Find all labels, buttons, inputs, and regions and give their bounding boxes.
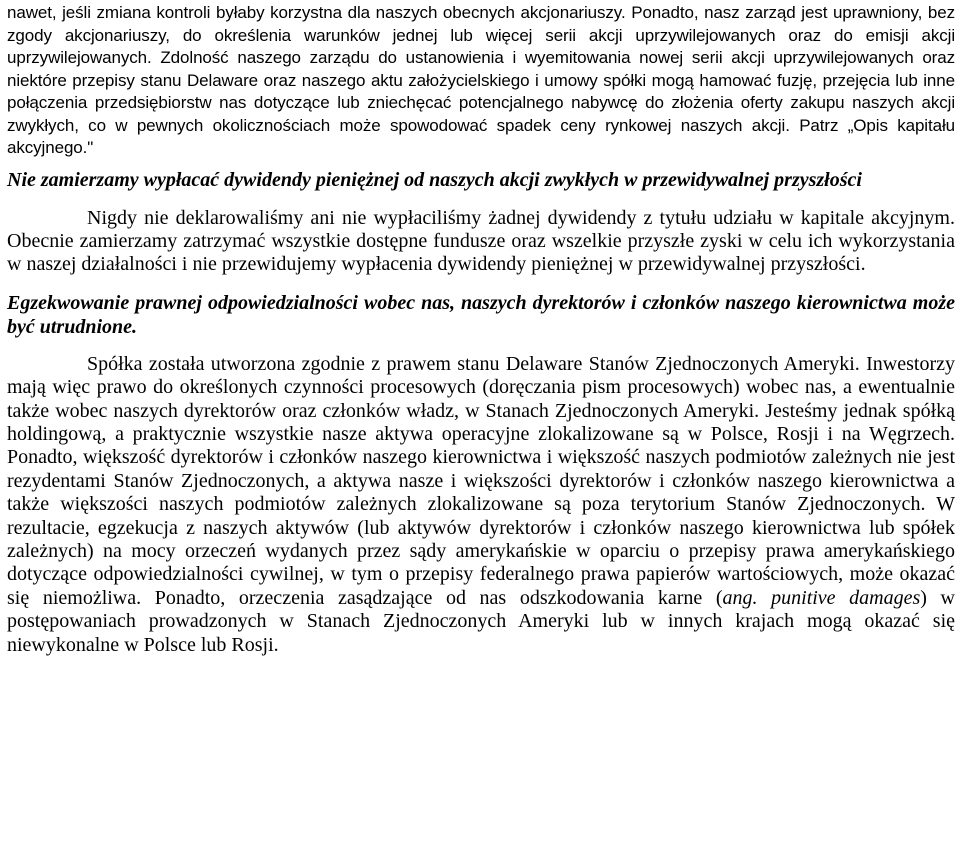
paragraph-enforcement	[7, 353, 955, 657]
heading-enforcement: Egzekwowanie prawnej odpowiedzialności wobec nas, naszych dyrektorów i członków naszego kierownictwa może być utrudnione.	[7, 291, 955, 338]
punitive-damages-term: ang. punitive damages	[722, 586, 921, 609]
paragraph-enforcement-part-2: ) w postępowaniach prowadzonych w Stanach Zjednoczonych Ameryki lub w innych krajach mogą okazać się niewykonalne w Polsce lub Rosji.	[7, 586, 955, 656]
paragraph-dividends: Nigdy nie deklarowaliśmy ani nie wypłaciliśmy żadnej dywidendy z tytułu udziału w kapitale akcyjnym. Obecnie zamierzamy zatrzymać wszystkie dostępne fundusze oraz wszelkie przyszłe zyski w celu ich wykorzystania w naszej działalności i nie przewidujemy wypłacenia dywidendy pieniężnej w przewidywalnej przyszłości.	[7, 206, 955, 276]
heading-dividends: Nie zamierzamy wypłacać dywidendy pieniężnej od naszych akcji zwykłych w przewidywalnej przyszłości	[7, 168, 862, 191]
paragraph-enforcement-part-1: Spółka została utworzona zgodnie z prawem stanu Delaware Stanów Zjednoczonych Ameryki. Inwestorzy mają więc prawo do określonych czynności procesowych (doręczania pism procesowych) wobec nas, a ewentualnie także wobec naszych dyrektorów oraz członków władz, w Stanach Zjednoczonych Ameryki. Jesteśmy jednak spółką holdingową, a praktycznie wszystkie nasze aktywa operacyjne zlokalizowane są w Polsce, Rosji i na Węgrzech. Ponadto, większość dyrektorów i członków naszego kierownictwa i większość naszych podmiotów zależnych nie jest rezydentami Stanów Zjednoczonych, a aktywa nasze i większości dyrektorów i członków naszego kierownictwa a także większości naszych podmiotów zależnych zlokalizowane są poza terytorium Stanów Zjednoczonych. W rezultacie, egzekucja z naszych aktywów (lub aktywów dyrektorów i członków naszego kierownictwa lub spółek zależnych) na mocy orzeczeń wydanych przez sądy amerykańskie w oparciu o przepisy prawa amerykańskiego dotyczące odpowiedzialności cywilnej, w tym o przepisy federalnego prawa papierów wartościowych, może okazać się niemożliwa. Ponadto, orzeczenia zasądzające od nas odszkodowania karne (	[7, 352, 955, 609]
paragraph-control-change: nawet, jeśli zmiana kontroli byłaby korzystna dla naszych obecnych akcjonariuszy. Ponadto, nasz zarząd jest uprawniony, bez zgody akcjonariuszy, do określenia warunków jednej lub więcej serii akcji uprzywilejowanych oraz do emisji akcji uprzywilejowanych. Zdolność naszego zarządu do ustanowienia i wyemitowania nowej serii akcji uprzywilejowanych oraz niektóre przepisy stanu Delaware oraz naszego aktu założycielskiego i umowy spółki mogą hamować fuzję, przejęcia lub inne połączenia przedsiębiorstw nas dotyczące lub zniechęcać potencjalnego nabywcę do złożenia oferty zakupu naszych akcji zwykłych, co w pewnych okolicznościach może spowodować spadek ceny rynkowej naszych akcji. Patrz „Opis kapitału akcyjnego."	[7, 3, 955, 157]
